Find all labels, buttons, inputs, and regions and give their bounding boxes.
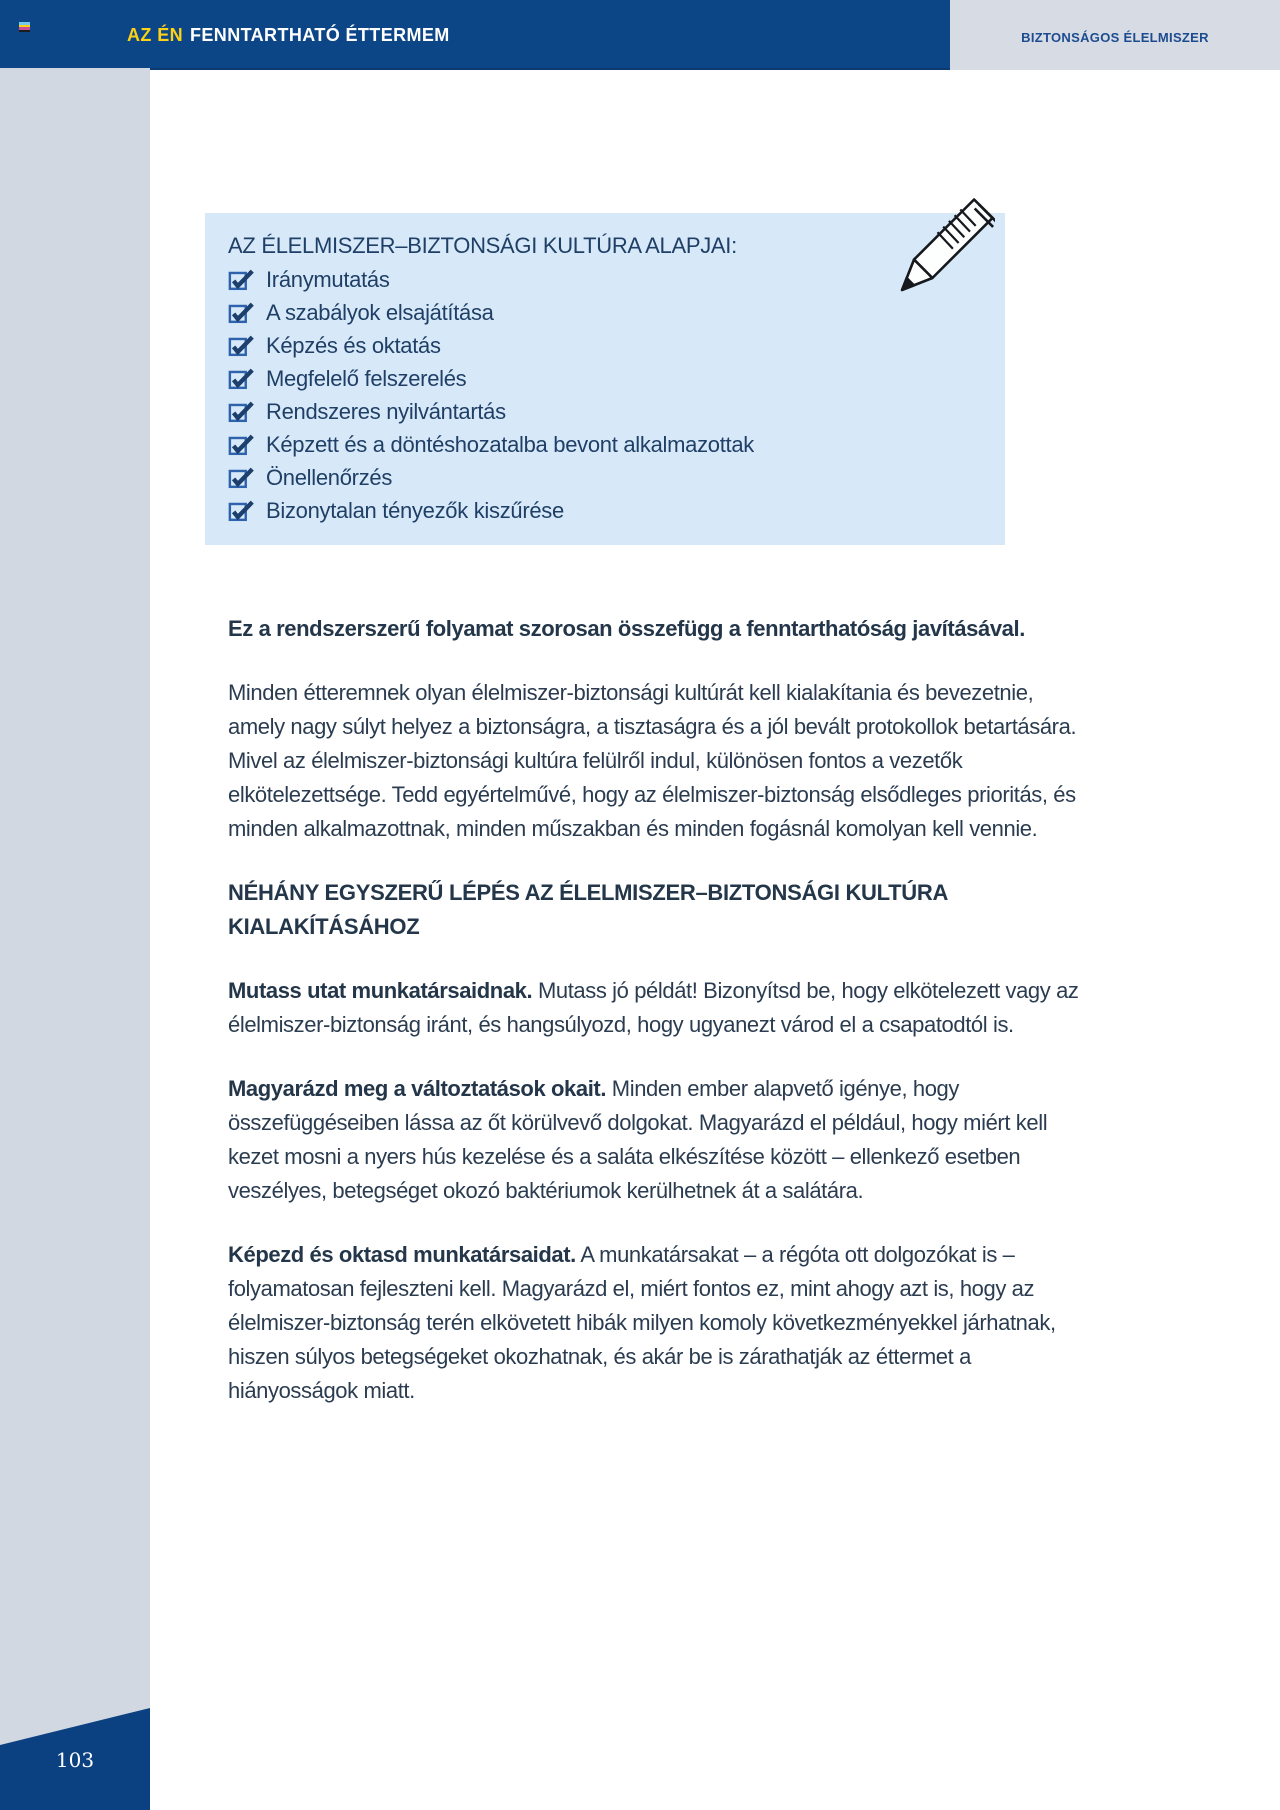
checklist — [228, 263, 987, 527]
step-paragraph — [228, 1238, 1092, 1408]
checkbox-checked-icon — [228, 267, 256, 292]
checkbox-checked-icon — [228, 300, 256, 325]
step-lead: Képezd és oktasd munkatársaidat. — [228, 1242, 576, 1267]
pencil-icon — [890, 148, 995, 300]
checklist-item-label: Képzett és a döntéshozatalba bevont alkalmazottak — [266, 431, 754, 457]
step-paragraph — [228, 974, 1092, 1042]
step-text: Minden ember alapvető igénye, hogy összefüggéseiben lássa az őt körülvevő dolgokat. Magyarázd el például, hogy miért kell kezet mosni a nyers hús kezelése és a saláta elkészítése között – ellenkező esetben veszélyes, betegséget okozó baktériumok kerülhetnek át a salátára. — [228, 1076, 1048, 1203]
list-item — [228, 329, 987, 362]
step-lead: Mutass utat munkatársaidnak. — [228, 978, 533, 1003]
section-heading — [228, 876, 1092, 944]
checklist-item-label: Megfelelő felszerelés — [266, 365, 467, 391]
list-item — [228, 263, 987, 296]
checklist-item-label: Önellenőrzés — [266, 464, 393, 490]
page-number: 103 — [55, 1748, 95, 1772]
header-section-block — [950, 0, 1280, 70]
checklist-item-label: Bizonytalan tényezők kiszűrése — [266, 497, 564, 523]
list-item — [228, 461, 987, 494]
list-item — [228, 362, 987, 395]
checklist-item-label: A szabályok elsajátítása — [266, 299, 494, 325]
section-heading-line: NÉHÁNY EGYSZERŰ LÉPÉS AZ ÉLELMISZER–BIZTONSÁGI KULTÚRA — [228, 880, 949, 905]
intro-statement: Ez a rendszerszerű folyamat szorosan összefügg a fenntarthatóság javításával. — [228, 616, 1025, 641]
checklist-title: AZ ÉLELMISZER–BIZTONSÁGI KULTÚRA ALAPJAI: — [228, 233, 737, 258]
list-item — [228, 428, 987, 461]
brand-title-highlight: AZ ÉN — [127, 25, 183, 45]
list-item — [228, 296, 987, 329]
header-bar — [0, 0, 950, 70]
checklist-item-label: Iránymutatás — [266, 266, 390, 292]
body-content — [228, 612, 1092, 1438]
step-lead: Magyarázd meg a változtatások okait. — [228, 1076, 607, 1101]
step-text: Mutass jó példát! Bizonyítsd be, hogy elkötelezett vagy az élelmiszer-biztonság iránt, és hangsúlyozd, hogy ugyanezt várod el a csapatodtól is. — [228, 978, 1079, 1037]
checkbox-checked-icon — [228, 366, 256, 391]
checkbox-checked-icon — [228, 465, 256, 490]
list-item — [228, 395, 987, 428]
checkbox-checked-icon — [228, 399, 256, 424]
checklist-item-label: Képzés és oktatás — [266, 332, 441, 358]
section-label: BIZTONSÁGOS ÉLELMISZER — [1021, 29, 1209, 45]
section-heading-line: KIALAKÍTÁSÁHOZ — [228, 914, 420, 939]
brand-title-rest: FENNTARTHATÓ ÉTTERMEM — [190, 25, 450, 45]
checkbox-checked-icon — [228, 333, 256, 358]
page-title — [127, 0, 450, 68]
step-text: A munkatársakat – a régóta ott dolgozókat is – folyamatosan fejleszteni kell. Magyarázd el, miért fontos ez, mint ahogy azt is, hogy az élelmiszer-biztonság terén elkövetett hibák milyen komoly következményekkel járhatnak, hiszen súlyos betegségeket okozhatnak, és akár be is zárathatják az éttermet a hiányosságok miatt. — [228, 1242, 1056, 1403]
step-paragraph — [228, 1072, 1092, 1208]
paragraph: Minden étteremnek olyan élelmiszer-biztonsági kultúrát kell kialakítania és bevezetnie, amely nagy súlyt helyez a biztonságra, a tisztaságra és a jól bevált protokollok betartására. Mivel az élelmiszer-biztonsági kultúra felülről indul, különösen fontos a vezetők elkötelezettsége. Tedd egyértelművé, hogy az élelmiszer-biztonság elsődleges prioritás, és minden alkalmazottnak, minden műszakban és minden fogásnál komolyan kell vennie. — [228, 680, 1077, 841]
checklist-box — [205, 213, 1005, 545]
checkbox-checked-icon — [228, 432, 256, 457]
checklist-item-label: Rendszeres nyilvántartás — [266, 398, 506, 424]
list-item — [228, 494, 987, 527]
brand-mark-icon — [19, 22, 30, 32]
sidebar-column — [0, 68, 150, 1810]
checkbox-checked-icon — [228, 498, 256, 523]
